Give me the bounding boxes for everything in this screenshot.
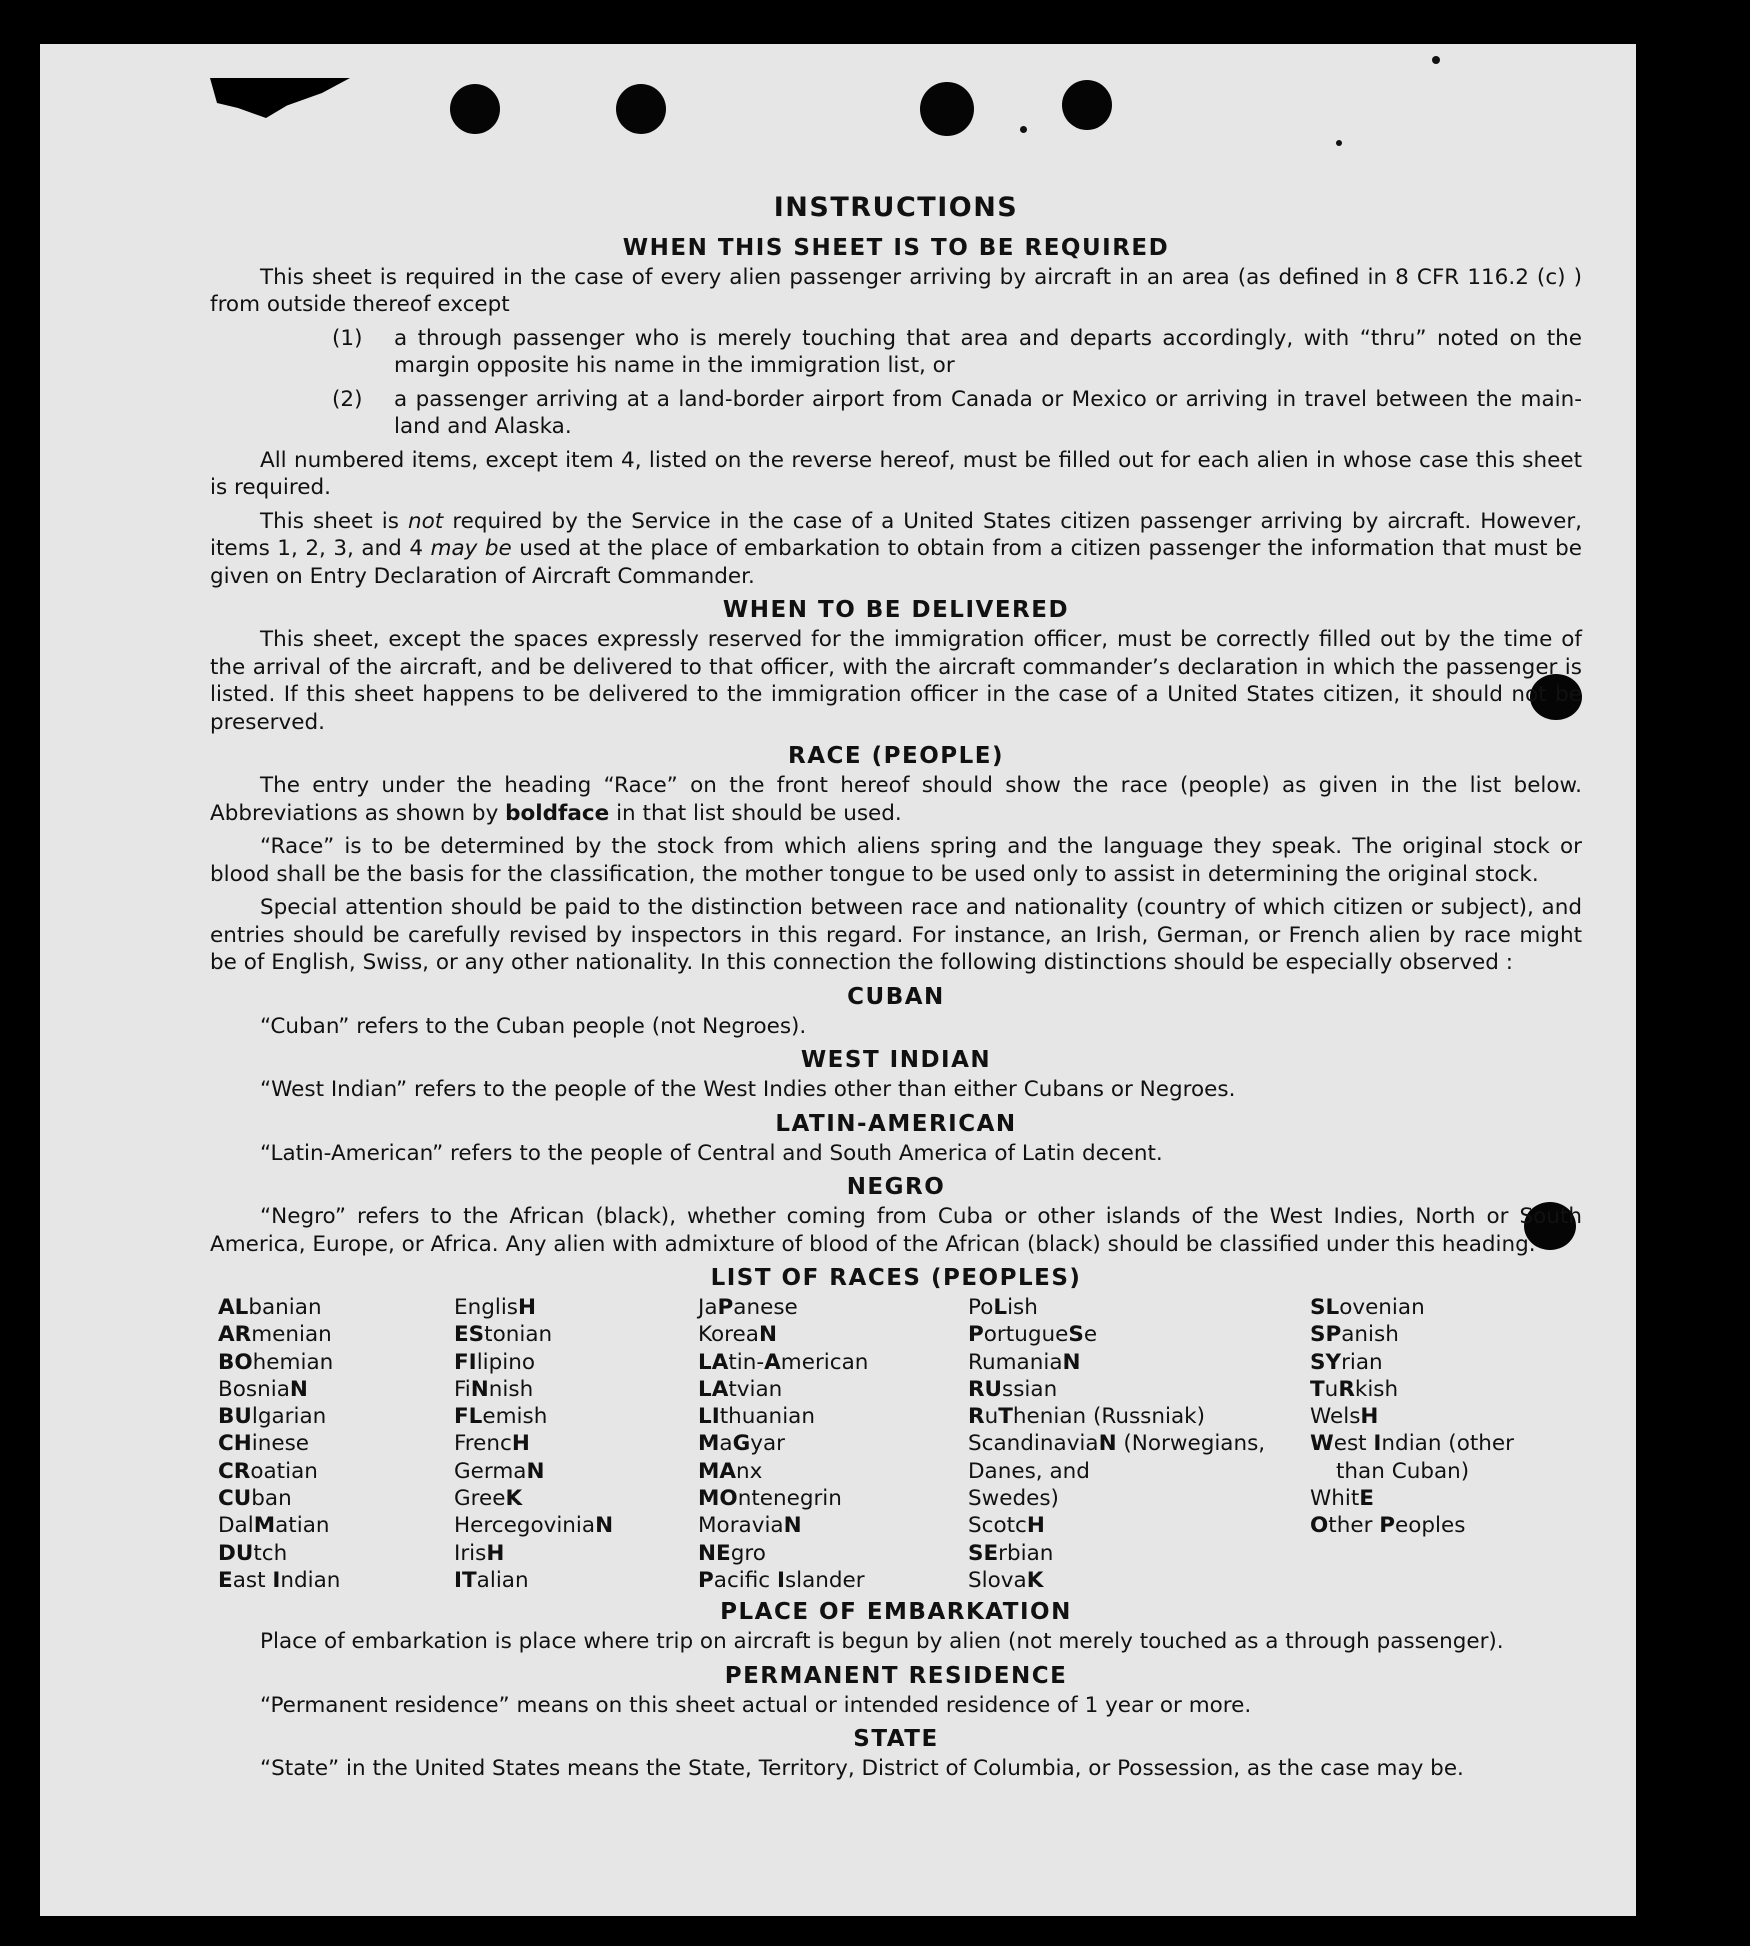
race-abbrev: N (470, 1376, 489, 1402)
race-entry (1310, 1458, 1570, 1485)
race-text: merican (780, 1349, 869, 1375)
text-run: required by the Service in the case of a United States citizen passenger arriving by aircraft. However, items 1, 2, 3, and 4 (210, 508, 1583, 561)
race-text: henian (Russniak) (1012, 1404, 1205, 1430)
race-abbrev: RU (968, 1376, 1003, 1402)
speck (1432, 56, 1440, 64)
race-entry (218, 1321, 454, 1348)
race-entry (968, 1321, 1310, 1348)
race-abbrev: R (1338, 1376, 1355, 1402)
speck (1336, 140, 1342, 146)
race-entry (218, 1567, 454, 1594)
paragraph: “State” in the United States means the State, Territory, District of Columbia, or Possession, as the case may be. (260, 1756, 1464, 1782)
item-number: (2) (332, 386, 363, 412)
race-text: hemian (252, 1349, 334, 1375)
race-abbrev: MO (698, 1486, 738, 1512)
race-abbrev: L (993, 1295, 1008, 1320)
race-abbrev: IT (454, 1567, 477, 1593)
race-abbrev: R (968, 1404, 985, 1430)
race-abbrev: E (1359, 1486, 1374, 1512)
race-abbrev: P (968, 1322, 984, 1348)
race-entry (218, 1294, 454, 1321)
race-text: tin- (728, 1349, 765, 1375)
race-column (218, 1294, 454, 1594)
race-entry (218, 1540, 454, 1567)
race-text: Hercegovinia (454, 1513, 596, 1539)
race-abbrev: N (526, 1458, 545, 1484)
race-text: thuanian (719, 1404, 815, 1430)
text-run: used at the place of embarkation to obtain from a citizen passenger the information that must be given on Entry Declaration of Aircraft Commander. (210, 536, 1582, 589)
race-entry (454, 1512, 698, 1539)
race-abbrev: H (1360, 1404, 1379, 1430)
race-entry (454, 1540, 698, 1567)
race-text: Whit (1310, 1486, 1360, 1512)
race-text: gro (730, 1540, 766, 1566)
race-text: tch (253, 1540, 288, 1566)
race-entry (1310, 1485, 1570, 1512)
paragraph: “Cuban” refers to the Cuban people (not Negroes). (260, 1013, 807, 1039)
item-text: a through passenger who is merely touching that area and departs accordingly, with “thru” noted on the margin opposite his name in the immigration list, or (394, 325, 1582, 378)
race-entry (698, 1321, 968, 1348)
race-abbrev: H (511, 1431, 530, 1457)
race-abbrev: I (1373, 1431, 1382, 1457)
race-text: oatian (250, 1458, 318, 1484)
punch-hole (616, 84, 666, 134)
race-text: Korea (698, 1322, 759, 1348)
race-text: nx (736, 1458, 763, 1484)
race-text: yar (750, 1431, 785, 1457)
race-abbrev: N (783, 1513, 802, 1539)
race-text: acific (713, 1567, 777, 1593)
race-text: Ja (698, 1295, 718, 1320)
numbered-item (210, 325, 1582, 380)
race-text: Swedes) (968, 1486, 1059, 1512)
section-heading: WHEN TO BE DELIVERED (722, 597, 1070, 623)
race-abbrev: MA (698, 1458, 737, 1484)
race-abbrev: H (486, 1540, 505, 1566)
race-text: Englis (454, 1295, 519, 1320)
instructions-content (210, 194, 1582, 1789)
race-text: ovenian (1339, 1295, 1425, 1320)
paragraph: Special attention should be paid to the distinction between race and nationality (country of which citizen or subject), and entries should be carefully revised by inspectors in this regard. For instance, an Irish, German, or French alien by race might be of English, Swiss, or any other nationality. In this connection the following distinctions should be especially observed : (210, 895, 1582, 975)
race-abbrev: M (698, 1431, 720, 1457)
race-text: Germa (454, 1458, 527, 1484)
race-entry (1310, 1403, 1570, 1430)
race-abbrev: AR (218, 1322, 252, 1348)
race-text: Frenc (454, 1431, 512, 1457)
race-abbrev: H (518, 1295, 537, 1320)
race-entry (968, 1376, 1310, 1403)
section-heading: STATE (853, 1726, 939, 1753)
race-abbrev: S (1068, 1322, 1084, 1348)
race-abbrev: N (758, 1322, 777, 1348)
race-abbrev: I (776, 1567, 785, 1593)
race-abbrev: M (253, 1513, 276, 1539)
paragraph: “Latin-American” refers to the people of Central and South America of Latin decent. (260, 1140, 1163, 1166)
document-sheet (40, 44, 1636, 1916)
paragraph: All numbered items, except item 4, listed on the reverse hereof, must be filled out for each alien in whose case this sheet is required. (210, 447, 1582, 500)
race-abbrev: BU (218, 1404, 252, 1430)
punch-hole (450, 84, 500, 134)
paragraph: This sheet is required in the case of every alien passenger arriving by aircraft in an area (as defined in 8 CFR 116.2 (c) ) from outside thereof except (210, 264, 1582, 317)
paragraph (210, 772, 1582, 827)
race-text: Po (968, 1295, 994, 1320)
race-text: Danes, and (968, 1458, 1090, 1484)
race-abbrev: K (1026, 1567, 1044, 1593)
race-entry (968, 1403, 1310, 1430)
race-text: ther (1328, 1513, 1380, 1539)
race-abbrev: E (218, 1567, 233, 1593)
text-run: The entry under the heading “Race” on the front hereof should show the race (people) as given in the list below. Abbreviations as shown by (210, 773, 1582, 826)
race-abbrev: N (1098, 1431, 1117, 1457)
race-text: ortugue (983, 1322, 1069, 1348)
race-text: Wels (1310, 1404, 1361, 1430)
race-abbrev: W (1310, 1431, 1334, 1457)
race-text: anish (1341, 1322, 1399, 1348)
speck (1020, 126, 1027, 133)
section-heading: PLACE OF EMBARKATION (720, 1599, 1072, 1626)
race-abbrev: SP (1310, 1322, 1342, 1348)
race-entry (454, 1349, 698, 1376)
race-text: a (719, 1431, 733, 1457)
race-entry (698, 1540, 968, 1567)
race-abbrev: FI (454, 1349, 477, 1375)
race-abbrev: A (764, 1349, 781, 1375)
race-text: (Norwegians, (1116, 1431, 1266, 1457)
race-entry (698, 1349, 968, 1376)
race-abbrev: H (1026, 1513, 1045, 1539)
race-text: Scandinavia (968, 1431, 1099, 1457)
race-text: est (1333, 1431, 1374, 1457)
race-text: tvian (728, 1376, 783, 1402)
race-abbrev: T (998, 1404, 1013, 1430)
race-text: ssian (1002, 1376, 1058, 1402)
race-text: eoples (1395, 1513, 1466, 1539)
race-text: tonian (484, 1322, 553, 1348)
race-abbrev: N (289, 1376, 308, 1402)
race-text: ntenegrin (737, 1486, 842, 1512)
paragraph: “West Indian” refers to the people of the West Indies other than either Cubans or Negroes. (260, 1077, 1236, 1102)
race-text: anese (733, 1295, 798, 1320)
race-entry (1310, 1294, 1570, 1321)
race-text: u (984, 1404, 999, 1430)
race-abbrev: AL (218, 1295, 249, 1320)
race-entry (968, 1512, 1310, 1539)
race-abbrev: LA (698, 1349, 729, 1375)
race-entry (968, 1458, 1310, 1485)
race-text: Fi (454, 1376, 471, 1402)
race-entry (218, 1458, 454, 1485)
race-entry (218, 1430, 454, 1457)
bold-text: boldface (505, 800, 610, 826)
item-number: (1) (332, 325, 363, 351)
race-text: than Cuban) (1336, 1458, 1470, 1484)
race-abbrev: I (272, 1567, 281, 1593)
race-abbrev: LA (698, 1376, 729, 1402)
race-abbrev: BO (218, 1349, 253, 1375)
race-column (1310, 1294, 1570, 1594)
section-heading: LATIN-AMERICAN (775, 1110, 1017, 1137)
numbered-item (210, 386, 1582, 441)
section-heading: NEGRO (846, 1174, 946, 1200)
race-abbrev: CH (218, 1431, 252, 1457)
race-text: kish (1354, 1376, 1399, 1402)
race-entry (968, 1430, 1310, 1457)
race-entry (454, 1430, 698, 1457)
race-entry (454, 1376, 698, 1403)
race-text: nish (488, 1376, 534, 1402)
race-text: alian (476, 1567, 529, 1593)
race-text: ndian (280, 1567, 341, 1593)
race-text: menian (251, 1322, 332, 1348)
race-abbrev: P (717, 1295, 734, 1320)
race-abbrev: P (698, 1567, 714, 1593)
race-text: Rumania (968, 1349, 1063, 1375)
section-heading: WEST INDIAN (800, 1047, 992, 1073)
torn-corner (210, 78, 350, 128)
race-abbrev: T (1310, 1376, 1325, 1402)
race-entry (698, 1294, 968, 1321)
paragraph (210, 508, 1582, 591)
paragraph: This sheet, except the spaces expressly reserved for the immigration officer, must be correctly filled out by the time of the arrival of the aircraft, and be delivered to that officer, with the aircraft commander’s declaration in which the passenger is listed. If this sheet happens to be delivered to the immigration officer in the case of a United States citizen, it should not be preserved. (210, 627, 1582, 735)
race-abbrev: G (732, 1431, 751, 1457)
page-title: INSTRUCTIONS (773, 192, 1019, 223)
race-entry (218, 1485, 454, 1512)
race-text: Moravia (698, 1513, 784, 1539)
race-text: lgarian (251, 1404, 327, 1430)
text-run: This sheet is (260, 508, 409, 534)
race-abbrev: NE (698, 1540, 731, 1566)
race-text: Gree (454, 1486, 506, 1512)
section-heading: CUBAN (847, 983, 945, 1010)
race-entry (698, 1430, 968, 1457)
race-entry (218, 1512, 454, 1539)
race-text: Slova (968, 1567, 1027, 1593)
race-text: ndian (other (1381, 1431, 1514, 1457)
race-entry (454, 1458, 698, 1485)
race-column (968, 1294, 1310, 1594)
race-text: u (1324, 1376, 1339, 1402)
race-entry (968, 1485, 1310, 1512)
race-abbrev: CU (218, 1486, 252, 1512)
race-entry (454, 1294, 698, 1321)
race-column (698, 1294, 968, 1594)
emphasis-text: may be (430, 536, 512, 561)
race-abbrev: CR (218, 1458, 251, 1484)
race-abbrev: N (1062, 1349, 1081, 1375)
race-entry (218, 1403, 454, 1430)
punch-hole (1062, 80, 1112, 130)
race-entry (968, 1349, 1310, 1376)
emphasis-text: not (408, 508, 444, 534)
paragraph: “Race” is to be determined by the stock from which aliens spring and the language they speak. The original stock or blood shall be the basis for the classification, the mother tongue to be used only to assist in determining the original stock. (210, 834, 1582, 887)
race-entry (1310, 1430, 1570, 1457)
race-list (218, 1294, 1582, 1594)
race-text: inese (251, 1431, 310, 1457)
race-text: ban (251, 1486, 292, 1512)
race-abbrev: ES (454, 1322, 485, 1348)
race-entry (698, 1567, 968, 1594)
race-abbrev: P (1379, 1513, 1396, 1539)
item-text: a passenger arriving at a land-border airport from Canada or Mexico or arriving in travel between the main-land and Alaska. (394, 386, 1582, 439)
race-entry (1310, 1349, 1570, 1376)
race-text: ast (232, 1567, 273, 1593)
race-abbrev: SY (1310, 1349, 1342, 1375)
race-column (454, 1294, 698, 1594)
race-text: emish (482, 1404, 548, 1430)
race-entry (1310, 1321, 1570, 1348)
race-text: atian (275, 1513, 330, 1539)
race-text: Dal (218, 1513, 254, 1539)
race-abbrev: DU (218, 1540, 254, 1566)
race-text: Bosnia (218, 1376, 290, 1402)
race-text: lipino (476, 1349, 536, 1375)
race-abbrev: FL (454, 1404, 483, 1430)
section-heading: RACE (PEOPLE) (788, 743, 1004, 769)
punch-hole (920, 82, 974, 136)
race-text: e (1083, 1322, 1098, 1348)
race-text: Iris (454, 1540, 487, 1566)
race-entry (454, 1403, 698, 1430)
section-heading: PERMANENT RESIDENCE (724, 1662, 1068, 1689)
race-entry (968, 1540, 1310, 1567)
race-entry (454, 1567, 698, 1594)
race-text: slander (784, 1567, 865, 1593)
race-entry (454, 1321, 698, 1348)
race-text: Scotc (968, 1513, 1027, 1539)
race-entry (218, 1376, 454, 1403)
section-heading: LIST OF RACES (PEOPLES) (710, 1265, 1082, 1291)
race-entry (1310, 1376, 1570, 1403)
text-run: in that list should be used. (609, 800, 902, 826)
race-entry (698, 1512, 968, 1539)
race-entry (454, 1485, 698, 1512)
race-entry (698, 1458, 968, 1485)
race-abbrev: O (1310, 1513, 1329, 1539)
paragraph: Place of embarkation is place where trip on aircraft is begun by alien (not merely touched as a through passenger). (260, 1629, 1504, 1655)
race-entry (968, 1294, 1310, 1321)
race-text: banian (248, 1295, 322, 1320)
race-entry (698, 1376, 968, 1403)
race-entry (1310, 1512, 1570, 1539)
paragraph: “Negro” refers to the African (black), whether coming from Cuba or other islands of the West Indies, North or South America, Europe, or Africa. Any alien with admixture of blood of the African (black) should be classified under this heading. (210, 1204, 1582, 1257)
race-entry (968, 1567, 1310, 1594)
race-entry (218, 1349, 454, 1376)
race-abbrev: LI (698, 1404, 720, 1430)
race-text: ish (1007, 1295, 1038, 1320)
race-abbrev: SL (1310, 1295, 1340, 1320)
race-entry (698, 1485, 968, 1512)
race-abbrev: K (505, 1486, 523, 1512)
race-text: rbian (998, 1540, 1054, 1566)
race-text: rian (1341, 1349, 1383, 1375)
race-abbrev: SE (968, 1540, 999, 1566)
section-heading: WHEN THIS SHEET IS TO BE REQUIRED (622, 234, 1170, 261)
race-entry (698, 1403, 968, 1430)
race-abbrev: N (595, 1513, 614, 1539)
paragraph: “Permanent residence” means on this sheet actual or intended residence of 1 year or more. (260, 1692, 1252, 1718)
